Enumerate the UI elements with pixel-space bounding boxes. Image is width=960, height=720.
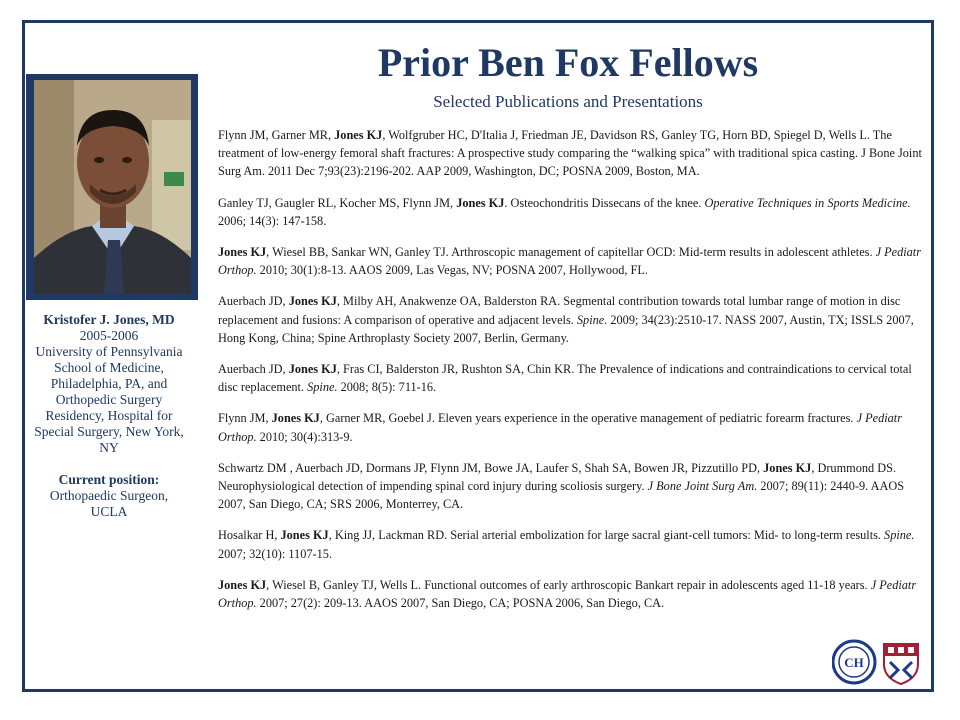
page-title: Prior Ben Fox Fellows	[377, 40, 759, 85]
publication-item: Auerbach JD, Jones KJ, Milby AH, Anakwenze OA, Balderston RA. Segmental contribution towards total lumbar range of motion in disc replacement and fusions: A comparison of operative and adjacent levels. Spine. 2009; 34(23):2510-17. NASS 2007, Austin, TX; ISSLS 2007, Hong Kong, China; Spine Arthroplasty Society 2007, Berlin, Germany.	[218, 294, 914, 345]
page-subtitle: Selected Publications and Presentations	[433, 92, 703, 111]
institution-logos	[832, 638, 924, 686]
current-position-value: Orthopaedic Surgeon, UCLA	[49, 488, 169, 519]
fellow-years: 2005-2006	[79, 328, 139, 343]
penn-shield-icon	[884, 644, 918, 684]
publication-item: Ganley TJ, Gaugler RL, Kocher MS, Flynn JM, Jones KJ. Osteochondritis Dissecans of the knee. Operative Techniques in Sports Medicine. 2006; 14(3): 147-158.	[218, 195, 911, 228]
publication-item: Jones KJ, Wiesel BB, Sankar WN, Ganley TJ. Arthroscopic management of capitellar OCD: Mid-term results in adolescent athletes. J Pediatr Orthop. 2010; 30(1):8-13. AAOS 2009, Las Vegas, NV; POSNA 2007, Hollywood, FL.	[218, 245, 922, 278]
svg-text:CH: CH	[844, 655, 864, 670]
publication-item: Flynn JM, Jones KJ, Garner MR, Goebel J. Eleven years experience in the operative management of pediatric forearm fractures. J Pediatr Orthop. 2010; 30(4):313-9.	[218, 411, 902, 444]
childrens-hospital-seal-icon	[833, 641, 875, 683]
fellow-training: University of Pennsylvania School of Medicine, Philadelphia, PA, and Orthopedic Surgery Residency, Hospital for Special Surgery, New York, NY	[34, 344, 184, 455]
publication-item: Hosalkar H, Jones KJ, King JJ, Lackman RD. Serial arterial embolization for large sacral giant-cell tumors: Mid- to long-term results. Spine. 2007; 32(10): 1107-15.	[218, 528, 915, 561]
publication-item: Flynn JM, Garner MR, Jones KJ, Wolfgruber HC, D'Italia J, Friedman JE, Davidson RS, Ganley TG, Horn BD, Spiegel D, Wells L. The treatment of low-energy femoral shaft fractures: A prospective study comparing the “walking spica” with traditional spica casting. J Bone Joint Surg Am. 2011 Dec 7;93(23):2196-202. AAP 2009, Washington, DC; POSNA 2009, Boston, MA.	[218, 128, 922, 179]
publication-item: Jones KJ, Wiesel B, Ganley TJ, Wells L. Functional outcomes of early arthroscopic Bankart repair in adolescents aged 11-18 years. J Pediatr Orthop. 2007; 27(2): 209-13. AAOS 2007, San Diego, CA; POSNA 2006, San Diego, CA.	[218, 577, 917, 611]
publication-list	[218, 126, 930, 625]
fellow-info	[30, 312, 188, 520]
portrait-photo	[34, 80, 191, 294]
current-position-label: Current position:	[58, 472, 160, 487]
publication-item: Auerbach JD, Jones KJ, Fras CI, Balderston JR, Rushton SA, Chin KR. The Prevalence of indications and contraindications to cervical total disc replacement. Spine. 2008; 8(5): 711-16.	[218, 362, 912, 395]
fellow-name: Kristofer J. Jones, MD	[43, 312, 175, 327]
publication-item: Schwartz DM , Auerbach JD, Dormans JP, Flynn JM, Bowe JA, Laufer S, Shah SA, Bowen JR, Pizzutillo PD, Jones KJ, Drummond DS. Neurophysiological detection of impending spinal cord injury during scoliosis surgery. J Bone Joint Surg Am. 2007; 89(11): 2440-9. AAOS 2007, San Diego, CA; SRS 2006, Monterrey, CA.	[218, 460, 905, 512]
